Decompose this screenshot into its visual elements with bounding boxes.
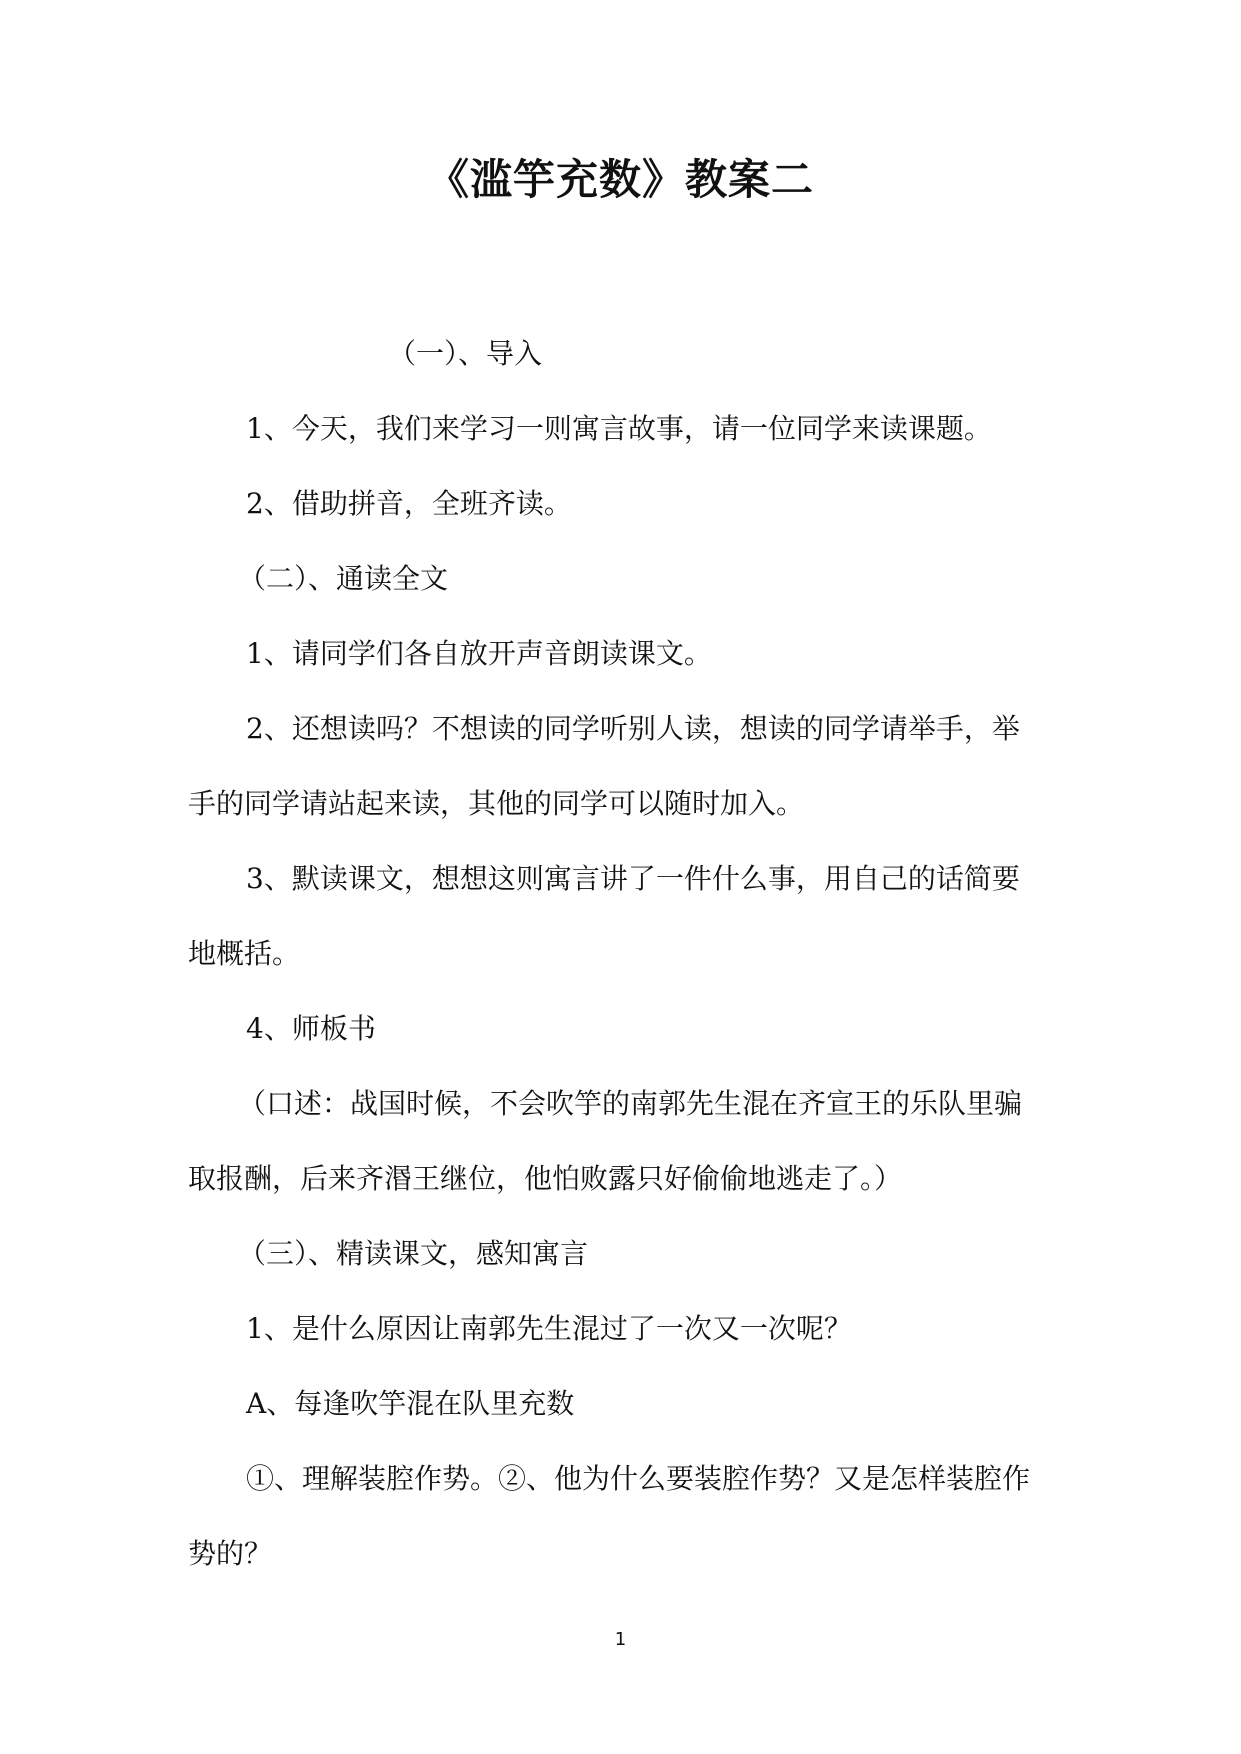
section-heading-intro: （一）、导入	[388, 337, 543, 370]
paragraph-line: 3、默读课文，想想这则寓言讲了一件什么事，用自己的话简要	[246, 862, 1020, 895]
paragraph-line: 手的同学请站起来读，其他的同学可以随时加入。	[188, 787, 805, 820]
paragraph-line: （口述：战国时候，不会吹竽的南郭先生混在齐宣王的乐队里骗	[238, 1087, 1023, 1120]
document-title: 《滥竽充数》教案二	[426, 155, 814, 204]
paragraph-line: 地概括。	[188, 937, 301, 970]
paragraph-line: 取报酬，后来齐湣王继位，他怕败露只好偷偷地逃走了。）	[188, 1162, 903, 1195]
paragraph-line: 1、是什么原因让南郭先生混过了一次又一次呢？	[246, 1312, 852, 1345]
page-number: 1	[614, 1629, 627, 1650]
paragraph-line: 1、今天，我们来学习一则寓言故事，请一位同学来读课题。	[246, 412, 992, 445]
paragraph-line: A、每逢吹竽混在队里充数	[246, 1387, 575, 1420]
paragraph-line: 势的？	[188, 1537, 273, 1570]
paragraph-line: ①、理解装腔作势。②、他为什么要装腔作势？又是怎样装腔作	[246, 1462, 1031, 1495]
paragraph-line: 2、还想读吗？不想读的同学听别人读，想读的同学请举手，举	[246, 712, 1020, 745]
paragraph-line: 2、借助拼音，全班齐读。	[246, 487, 572, 520]
section-heading-close-reading: （三）、精读课文，感知寓言	[238, 1237, 589, 1270]
section-heading-read-through: （二）、通读全文	[238, 562, 449, 595]
paragraph-line: 4、师板书	[246, 1012, 376, 1045]
paragraph-line: 1、请同学们各自放开声音朗读课文。	[246, 637, 712, 670]
